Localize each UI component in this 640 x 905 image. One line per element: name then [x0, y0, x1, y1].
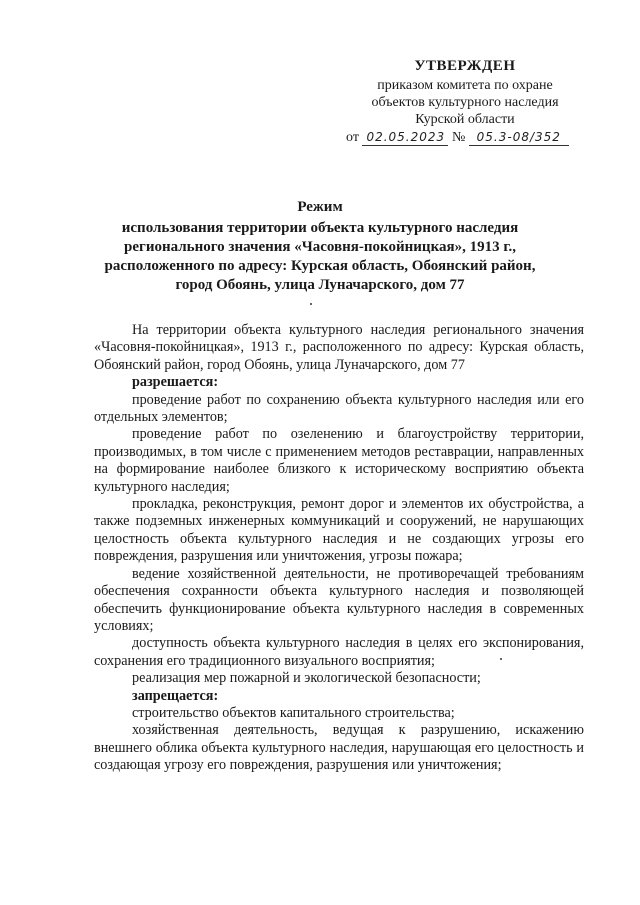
title-line-2: регионального значения «Часовня-покойницкая», 1913 г.,	[124, 239, 516, 255]
approval-block	[340, 58, 590, 146]
document-body	[94, 322, 584, 775]
title-line-1: использования территории объекта культурного наследия	[121, 220, 519, 236]
handwritten-date: 02.05.2023	[362, 130, 448, 146]
allowed-item: реализация мер пожарной и экологической безопасности;	[132, 670, 481, 687]
title-line-4: город Обоянь, улица Луначарского, дом 77	[175, 277, 465, 293]
scan-speck	[500, 658, 502, 660]
approval-line-2: объектов культурного наследия	[371, 95, 559, 110]
allowed-item: доступность объекта культурного наследия в целях его экспонирования, сохранения его традиционного визуального восприятия;	[94, 635, 584, 669]
scan-speck	[310, 303, 312, 305]
allowed-heading: разрешается:	[132, 374, 219, 391]
approval-line-1: приказом комитета по охране	[377, 78, 553, 93]
handwritten-number: 05.3-08/352	[469, 130, 569, 146]
forbidden-item: хозяйственная деятельность, ведущая к разрушению, искажению внешнего облика объекта культурного наследия, нарушающая его целостность и создающая угрозу его повреждения, разрушения или уничтожения;	[94, 722, 584, 774]
number-label: №	[451, 130, 466, 145]
title-line-3: расположенного по адресу: Курская область, Обоянский район,	[104, 258, 536, 274]
title-main: Режим	[297, 199, 343, 215]
allowed-item: прокладка, реконструкция, ремонт дорог и элементов их обустройства, а также подземных инженерных коммуникаций и сооружений, не нарушающих целостность объекта культурного наследия и не создающих угрозы его повреждения, разрушения или уничтожения, угрозы пожара;	[94, 496, 584, 565]
approval-line-3: Курской области	[415, 112, 515, 127]
document-title	[60, 198, 580, 295]
approval-date-line	[340, 129, 590, 146]
forbidden-item: строительство объектов капитального строительства;	[132, 704, 455, 721]
allowed-item: ведение хозяйственной деятельности, не противоречащей требованиям обеспечения сохранности объекта культурного наследия и позволяющей обеспечить функционирование объекта культурного наследия в современных условиях;	[94, 565, 584, 634]
allowed-item: проведение работ по сохранению объекта культурного наследия или его отдельных элементов;	[94, 391, 584, 426]
forbidden-heading: запрещается:	[132, 687, 219, 704]
from-label: от	[346, 130, 359, 145]
allowed-item: проведение работ по озеленению и благоустройству территории, производимых, в том числе с применением методов реставрации, направленных на формирование наиболее близкого к историческому восприятию объекта культурного наследия;	[94, 426, 584, 495]
intro-paragraph: На территории объекта культурного наследия регионального значения «Часовня-покойницкая», 1913 г., расположенного по адресу: Курская область, Обоянский район, город Обоянь, улица Луначарского, дом 77	[94, 322, 584, 373]
approval-heading: УТВЕРЖДЕН	[414, 58, 516, 74]
